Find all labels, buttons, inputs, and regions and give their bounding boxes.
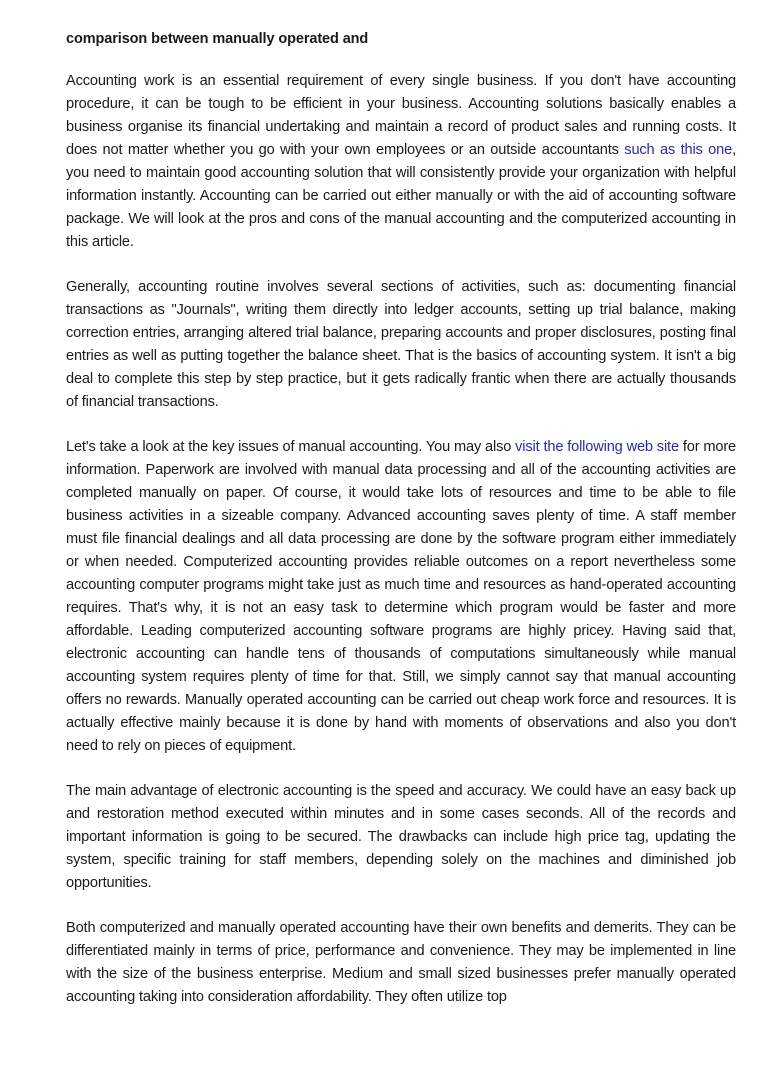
link-such-as-this-one[interactable]: such as this one (624, 142, 733, 158)
paragraph-text: , you need to maintain good accounting solution that will consistently provide your organization with helpful information instantly. Accounting can be carried out either manually or with the aid of accounting software package. We will look at the pros and cons of the manual accounting and the computerized accounting in this article. (66, 142, 736, 250)
document-page (66, 28, 736, 1031)
paragraph-intro (66, 70, 736, 254)
paragraph-text: Let's take a look at the key issues of manual accounting. You may also (66, 439, 516, 455)
paragraph-accounting-routine: Generally, accounting routine involves several sections of activities, such as: documenting financial transactions as "Journals", writing them directly into ledger accounts, setting up trial balance, making correction entries, arranging altered trial balance, preparing accounts and proper disclosures, posting final entries as well as putting together the balance sheet. That is the basics of accounting system. It isn't a big deal to complete this step by step practice, but it gets radically frantic when there are actually thousands of financial transactions. (66, 279, 736, 410)
paragraph-text: for more information. Paperwork are involved with manual data processing and all of the accounting activities are completed manually on paper. Of course, it would take lots of resources and time to be able to file business activities in a sizeable company. Advanced accounting saves plenty of time. A staff member must file financial dealings and all data processing are done by the software program either immediately or when needed. Computerized accounting provides reliable outcomes on a report nevertheless some accounting computer programs might take just as much time and resources as hand-operated accounting requires. That's why, it is not an easy task to determine which program would be faster and more affordable. Leading computerized accounting software programs are highly pricey. Having said that, electronic accounting can handle tens of thousands of computations simultaneously while manual accounting system requires plenty of time for that. Still, we simply cannot say that manual accounting offers no rewards. Manually operated accounting can be carried out cheap work force and resources. It is actually effective mainly because it is done by hand with moments of observations and also you don't need to rely on pieces of equipment. (66, 439, 736, 754)
paragraph-comparison: Both computerized and manually operated accounting have their own benefits and demerits. They can be differentiated mainly in terms of price, performance and convenience. They may be implemented in line with the size of the business enterprise. Medium and small sized businesses prefer manually operated accounting taking into consideration affordability. They often utilize top (66, 920, 736, 1005)
paragraph-manual-accounting (66, 436, 736, 758)
link-visit-web-site[interactable]: visit the following web site (515, 439, 679, 455)
paragraph-text: Accounting work is an essential requirement of every single business. If you don't have accounting procedure, it can be tough to be efficient in your business. Accounting solutions basically enables a business organise its financial undertaking and maintain a record of product sales and running costs. It does not matter whether you go with your own employees or an outside accountants (66, 73, 736, 158)
document-title: comparison between manually operated and (66, 31, 369, 47)
paragraph-electronic-advantage: The main advantage of electronic accounting is the speed and accuracy. We could have an easy back up and restoration method executed within minutes and in some cases seconds. All of the records and important information is going to be secured. The drawbacks can include high price tag, updating the system, specific training for staff members, depending solely on the machines and diminished job opportunities. (66, 783, 736, 891)
